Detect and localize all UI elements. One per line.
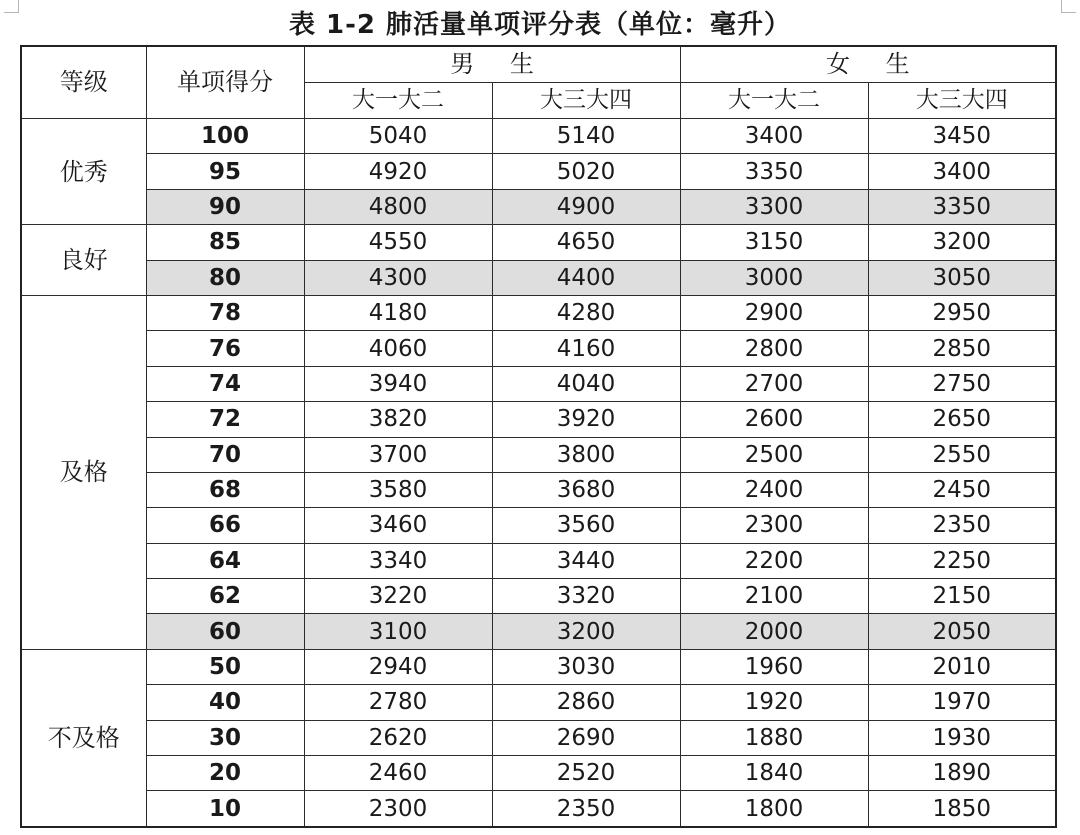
female-year34-cell: 2050 (868, 614, 1056, 649)
female-year12-cell: 1920 (680, 685, 868, 720)
male-year34-cell: 5140 (492, 119, 680, 154)
female-year34-cell: 2150 (868, 579, 1056, 614)
male-year34-cell: 3320 (492, 579, 680, 614)
vital-capacity-score-table (20, 45, 1057, 828)
table-row (21, 543, 1056, 578)
table-row (21, 579, 1056, 614)
female-year34-cell: 3050 (868, 260, 1056, 295)
male-year34-cell: 2520 (492, 756, 680, 791)
table-row (21, 295, 1056, 330)
male-year34-cell: 3560 (492, 508, 680, 543)
score-cell: 78 (146, 295, 304, 330)
female-year34-cell: 1930 (868, 720, 1056, 755)
male-year34-cell: 3680 (492, 472, 680, 507)
female-year12-cell: 2400 (680, 472, 868, 507)
table-row (21, 437, 1056, 472)
female-year12-cell: 2700 (680, 366, 868, 401)
score-cell: 80 (146, 260, 304, 295)
male-year34-cell: 4040 (492, 366, 680, 401)
female-year12-cell: 1840 (680, 756, 868, 791)
score-cell: 10 (146, 791, 304, 827)
female-year12-cell: 2100 (680, 579, 868, 614)
score-cell: 20 (146, 756, 304, 791)
male-year34-cell: 4650 (492, 225, 680, 260)
score-cell: 76 (146, 331, 304, 366)
table-row (21, 508, 1056, 543)
female-year12-cell: 3350 (680, 154, 868, 189)
male-year12-cell: 4060 (304, 331, 492, 366)
male-year12-cell: 3100 (304, 614, 492, 649)
male-year12-cell: 4300 (304, 260, 492, 295)
header-male: 男 生 (304, 46, 680, 83)
table-header (21, 46, 1056, 119)
male-year12-cell: 3700 (304, 437, 492, 472)
score-cell: 70 (146, 437, 304, 472)
female-year34-cell: 2750 (868, 366, 1056, 401)
female-year12-cell: 1960 (680, 649, 868, 684)
female-year34-cell: 3200 (868, 225, 1056, 260)
score-cell: 60 (146, 614, 304, 649)
male-year12-cell: 3580 (304, 472, 492, 507)
female-year12-cell: 2900 (680, 295, 868, 330)
male-year12-cell: 3820 (304, 402, 492, 437)
female-year34-cell: 3350 (868, 189, 1056, 224)
score-cell: 100 (146, 119, 304, 154)
score-cell: 68 (146, 472, 304, 507)
female-year12-cell: 3400 (680, 119, 868, 154)
female-year12-cell: 3000 (680, 260, 868, 295)
male-year12-cell: 2780 (304, 685, 492, 720)
male-year34-cell: 3030 (492, 649, 680, 684)
table-row (21, 331, 1056, 366)
table-row (21, 154, 1056, 189)
male-year12-cell: 2300 (304, 791, 492, 827)
table-title: 表 1-2 肺活量单项评分表（单位：毫升） (288, 10, 792, 40)
header-male-year34: 大三大四 (492, 83, 680, 119)
male-year34-cell: 3800 (492, 437, 680, 472)
female-year34-cell: 1970 (868, 685, 1056, 720)
female-year34-cell: 2350 (868, 508, 1056, 543)
male-year34-cell: 4160 (492, 331, 680, 366)
score-cell: 74 (146, 366, 304, 401)
score-cell: 66 (146, 508, 304, 543)
score-cell: 90 (146, 189, 304, 224)
header-male-year12: 大一大二 (304, 83, 492, 119)
header-female-year12: 大一大二 (680, 83, 868, 119)
male-year34-cell: 4900 (492, 189, 680, 224)
score-cell: 62 (146, 579, 304, 614)
score-cell: 95 (146, 154, 304, 189)
table-row (21, 366, 1056, 401)
table-row (21, 756, 1056, 791)
table-row (21, 225, 1056, 260)
header-score: 单项得分 (146, 46, 304, 119)
table-row (21, 791, 1056, 827)
score-cell: 50 (146, 649, 304, 684)
table-row (21, 402, 1056, 437)
female-year12-cell: 2500 (680, 437, 868, 472)
male-year12-cell: 2460 (304, 756, 492, 791)
female-year34-cell: 1890 (868, 756, 1056, 791)
grade-level-cell: 良好 (21, 225, 146, 296)
header-grade: 等级 (21, 46, 146, 119)
female-year12-cell: 3150 (680, 225, 868, 260)
table-body (21, 119, 1056, 827)
table-row (21, 260, 1056, 295)
female-year12-cell: 2800 (680, 331, 868, 366)
male-year34-cell: 2690 (492, 720, 680, 755)
male-year34-cell: 3440 (492, 543, 680, 578)
female-year12-cell: 2000 (680, 614, 868, 649)
grade-level-cell: 及格 (21, 295, 146, 649)
female-year34-cell: 3400 (868, 154, 1056, 189)
male-year12-cell: 4920 (304, 154, 492, 189)
female-year34-cell: 2650 (868, 402, 1056, 437)
female-year34-cell: 2450 (868, 472, 1056, 507)
female-year34-cell: 2010 (868, 649, 1056, 684)
male-year12-cell: 3460 (304, 508, 492, 543)
score-cell: 64 (146, 543, 304, 578)
female-year34-cell: 2850 (868, 331, 1056, 366)
female-year12-cell: 2600 (680, 402, 868, 437)
table-row (21, 649, 1056, 684)
table-row (21, 119, 1056, 154)
male-year34-cell: 5020 (492, 154, 680, 189)
table-row (21, 472, 1056, 507)
male-year12-cell: 3940 (304, 366, 492, 401)
header-female-year34: 大三大四 (868, 83, 1056, 119)
female-year12-cell: 1800 (680, 791, 868, 827)
table-row (21, 189, 1056, 224)
score-cell: 40 (146, 685, 304, 720)
header-female: 女 生 (680, 46, 1056, 83)
table-row (21, 614, 1056, 649)
male-year12-cell: 3340 (304, 543, 492, 578)
grade-level-cell: 优秀 (21, 119, 146, 225)
score-cell: 72 (146, 402, 304, 437)
male-year34-cell: 4280 (492, 295, 680, 330)
male-year12-cell: 4800 (304, 189, 492, 224)
female-year12-cell: 3300 (680, 189, 868, 224)
score-cell: 30 (146, 720, 304, 755)
female-year34-cell: 2950 (868, 295, 1056, 330)
female-year34-cell: 2550 (868, 437, 1056, 472)
female-year34-cell: 3450 (868, 119, 1056, 154)
male-year12-cell: 4180 (304, 295, 492, 330)
male-year12-cell: 2940 (304, 649, 492, 684)
male-year34-cell: 3200 (492, 614, 680, 649)
female-year34-cell: 2250 (868, 543, 1056, 578)
male-year34-cell: 2860 (492, 685, 680, 720)
table-row (21, 720, 1056, 755)
male-year12-cell: 4550 (304, 225, 492, 260)
male-year34-cell: 2350 (492, 791, 680, 827)
male-year34-cell: 4400 (492, 260, 680, 295)
female-year12-cell: 1880 (680, 720, 868, 755)
male-year12-cell: 3220 (304, 579, 492, 614)
grade-level-cell: 不及格 (21, 649, 146, 826)
female-year12-cell: 2200 (680, 543, 868, 578)
female-year12-cell: 2300 (680, 508, 868, 543)
male-year12-cell: 2620 (304, 720, 492, 755)
score-cell: 85 (146, 225, 304, 260)
female-year34-cell: 1850 (868, 791, 1056, 827)
male-year12-cell: 5040 (304, 119, 492, 154)
male-year34-cell: 3920 (492, 402, 680, 437)
table-row (21, 685, 1056, 720)
